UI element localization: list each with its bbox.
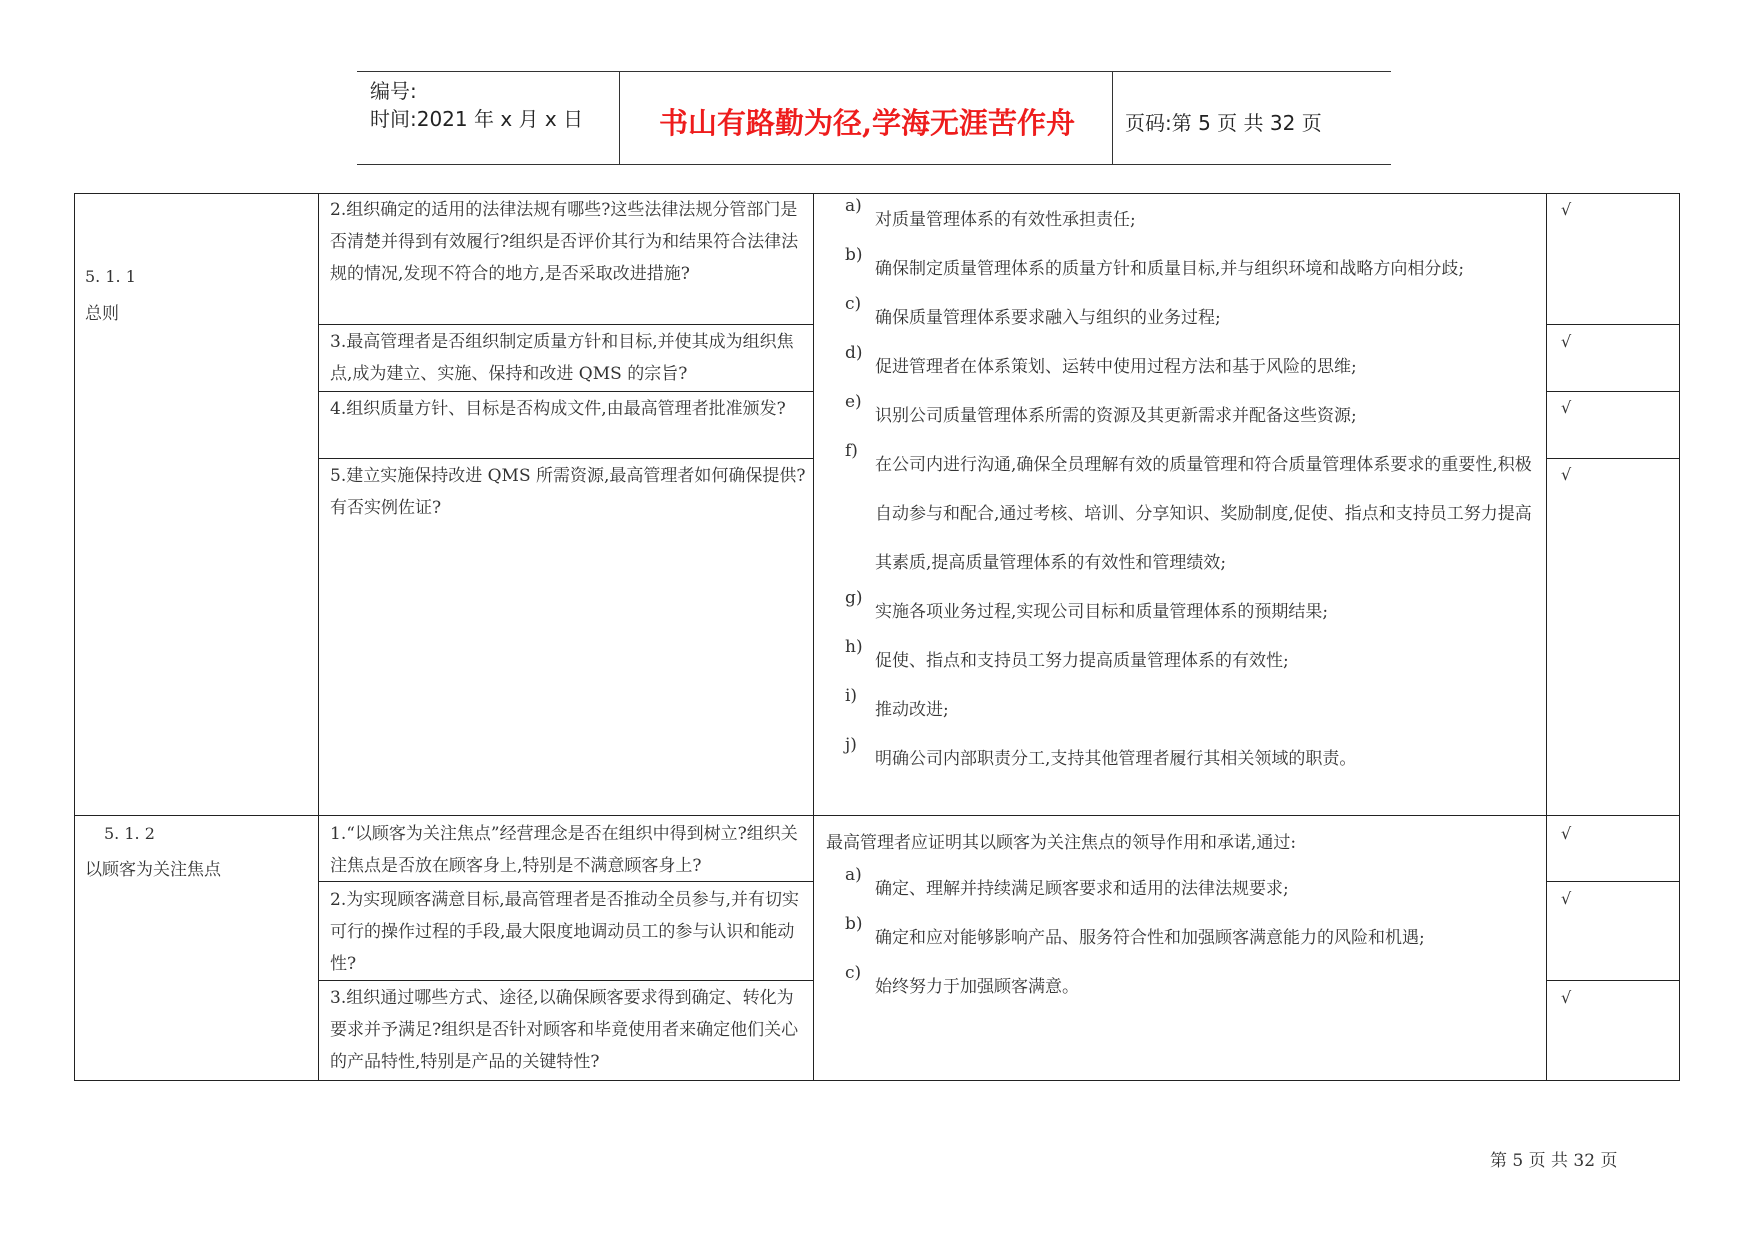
audit-question: 1.“以顾客为关注焦点”经营理念是否在组织中得到树立?组织关注焦点是否放在顾客身上,特别是不满意顾客身上? [330,824,798,876]
header-divider-right [1112,71,1113,164]
check-row-divider [1546,980,1679,981]
document-time-label: 时间:2021 年 x 月 x 日 [370,107,584,131]
footer-page-number: 第 5 页 共 32 页 [1490,1151,1618,1171]
requirement-marker: g) [845,588,863,608]
conformity-check-mark: √ [1561,398,1572,417]
requirement-item [845,865,1535,914]
requirement-text: 明确公司内部职责分工,支持其他管理者履行其相关领域的职责。 [875,749,1357,769]
requirement-item [845,343,1535,392]
audit-question: 3.最高管理者是否组织制定质量方针和目标,并使其成为组织焦点,成为建立、实施、保持和改进 QMS 的宗旨? [330,332,794,384]
conformity-check-mark: √ [1561,332,1572,351]
conformity-check-mark: √ [1561,200,1572,219]
requirement-marker: a) [845,865,862,885]
clause-name: 总则 [85,304,119,324]
requirement-item [845,392,1535,441]
requirement-item [845,196,1535,245]
header-divider-left [619,71,620,164]
check-row-divider [1546,881,1679,882]
clause-number: 5. 1. 2 [104,824,155,843]
question-row-divider [318,391,813,392]
document-number-label: 编号: [370,79,417,103]
audit-question: 5.建立实施保持改进 QMS 所需资源,最高管理者如何确保提供?有否实例佐证? [330,466,806,518]
requirement-text: 确定、理解并持续满足顾客要求和适用的法律法规要求; [875,879,1289,899]
requirement-text: 对质量管理体系的有效性承担责任; [875,210,1136,230]
requirement-item [845,245,1535,294]
requirement-marker: j) [845,735,857,755]
requirement-marker: b) [845,914,863,934]
requirement-text: 确保制定质量管理体系的质量方针和质量目标,并与组织环境和战略方向相分歧; [875,259,1465,279]
requirements-intro: 最高管理者应证明其以顾客为关注焦点的领导作用和承诺,通过: [826,833,1297,853]
conformity-check-mark: √ [1561,824,1572,843]
requirement-item [845,588,1535,637]
audit-question: 2.组织确定的适用的法律法规有哪些?这些法律法规分管部门是否清楚并得到有效履行?组织是否评价其行为和结果符合法律法规的情况,发现不符合的地方,是否采取改进措施? [330,200,799,284]
conformity-check-mark: √ [1561,465,1572,484]
requirement-item [845,914,1535,963]
check-row-divider [1546,391,1679,392]
question-row-divider [318,980,813,981]
requirement-marker: e) [845,392,862,412]
requirement-marker: b) [845,245,863,265]
requirement-marker: c) [845,294,862,314]
requirement-marker: i) [845,686,858,706]
audit-question: 4.组织质量方针、目标是否构成文件,由最高管理者批准颁发? [330,399,786,419]
requirement-text: 促使、指点和支持员工努力提高质量管理体系的有效性; [875,651,1289,671]
question-row-divider [318,458,813,459]
column-divider [318,193,319,1080]
requirement-marker: f) [845,441,858,461]
check-row-divider [1546,458,1679,459]
requirement-item [845,963,1535,1012]
requirement-marker: a) [845,196,862,216]
requirement-item [845,637,1535,686]
requirement-text: 推动改进; [875,700,949,720]
requirement-item [845,294,1535,343]
requirement-text: 始终努力于加强顾客满意。 [875,977,1079,997]
requirement-item [845,686,1535,735]
header-top-rule [357,71,1391,72]
requirement-text: 在公司内进行沟通,确保全员理解有效的质量管理和符合质量管理体系要求的重要性,积极自动参与和配合,通过考核、培训、分享知识、奖励制度,促使、指点和支持员工努力提高其素质,提高质量管理体系的有效性和管理绩效; [875,455,1532,573]
requirement-text: 促进管理者在体系策划、运转中使用过程方法和基于风险的思维; [875,357,1357,377]
clause-number: 5. 1. 1 [85,267,136,286]
header-motto: 书山有路勤为径,学海无涯苦作舟 [658,106,1076,140]
audit-question: 3.组织通过哪些方式、途径,以确保顾客要求得到确定、转化为要求并予满足?组织是否针对顾客和毕竟使用者来确定他们关心的产品特性,特别是产品的关键特性? [330,988,799,1072]
header-page-label: 页码:第 5 页 共 32 页 [1125,111,1322,135]
requirement-text: 实施各项业务过程,实现公司目标和质量管理体系的预期结果; [875,602,1329,622]
audit-question: 2.为实现顾客满意目标,最高管理者是否推动全员参与,并有切实可行的操作过程的手段,最大限度地调动员工的参与认识和能动性? [330,890,800,974]
requirement-marker: d) [845,343,863,363]
conformity-check-mark: √ [1561,988,1572,1007]
requirement-text: 确保质量管理体系要求融入与组织的业务过程; [875,308,1221,328]
clause-name: 以顾客为关注焦点 [85,860,221,880]
section-row-divider [74,815,1679,816]
requirement-item [845,735,1535,784]
question-row-divider [318,324,813,325]
conformity-check-mark: √ [1561,889,1572,908]
requirement-item [845,441,1535,588]
requirement-marker: h) [845,637,863,657]
check-row-divider [1546,324,1679,325]
column-divider [813,193,814,1080]
header-bottom-rule [357,164,1391,165]
requirement-text: 确定和应对能够影响产品、服务符合性和加强顾客满意能力的风险和机遇; [875,928,1425,948]
column-divider [1546,193,1547,1080]
requirement-marker: c) [845,963,862,983]
requirement-text: 识别公司质量管理体系所需的资源及其更新需求并配备这些资源; [875,406,1357,426]
